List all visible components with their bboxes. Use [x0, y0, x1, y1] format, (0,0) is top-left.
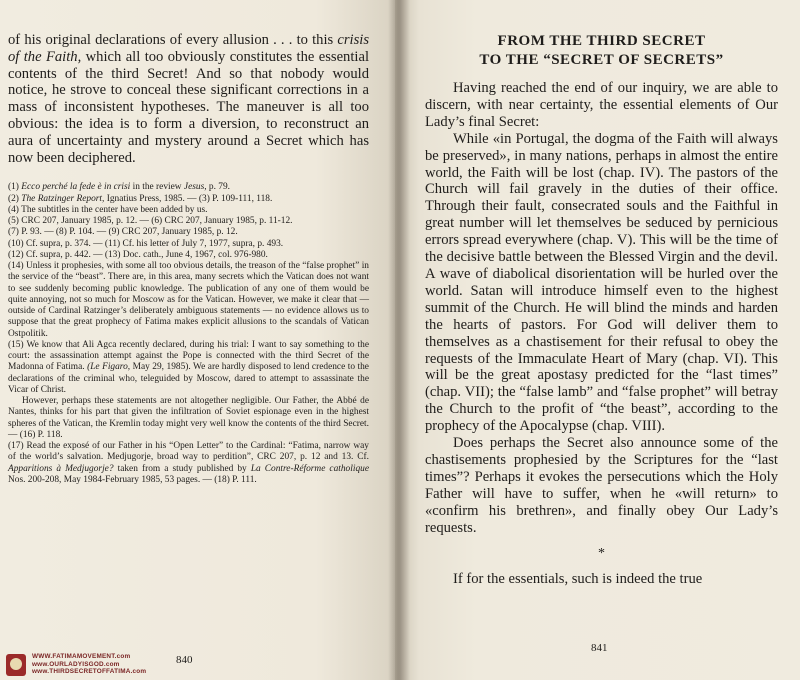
- chapter-title: [425, 32, 778, 70]
- text-run: (14) Unless it prophesies, with some all too obvious details, the treason of the “false prophet” in the service of the “beast”. There are, in this area, many secrets which the Vatican does not want to see suddenly becoming public knowledge. The publication of any one of them would be quite annoying, not so much for Moscow as for the Vatican. However, we make it clear that — outside of Cardinal Ratzinger’s deliberately ambiguous statements — no evidence allows us to suppose that the great prophecy of Fatima makes explicit allusions to the scandals of Vatican Ostpolitik.: [8, 261, 369, 339]
- footnote: [8, 239, 369, 250]
- footnotes: [8, 182, 369, 486]
- watermark: [6, 653, 146, 676]
- seal-logo-icon: [6, 654, 26, 676]
- italic-run: Ecco perché la fede è in crisi: [21, 182, 131, 193]
- left-page: [0, 0, 395, 680]
- paragraph: Does perhaps the Secret also announce some of the chastisements prophesied by the Scriptures for the “last times”? Perhaps it evokes the persecutions which the Holy Father will have to suffer, when he «will return» to «confirm his brethren», and finally obey Our Lady’s requests.: [425, 435, 778, 536]
- right-body-text: [425, 80, 778, 588]
- text-run: However, perhaps these statements are not altogether negligible. Our Father, the Abbé de Nantes, thinks for his part that given the infiltration of Soviet espionage even in the highest spheres of the Vatican, the Kremlin today might very well know the contents of the third Secret. — (16) P. 118.: [8, 396, 369, 440]
- footnote: [8, 396, 369, 441]
- text-run: taken from a study published by: [113, 463, 251, 474]
- text-run: May 29, 1985). We are hardly disposed to lend credence to the declarations of the criminal who, teleguided by Moscow, dared to attempt to assassinate the Vicar of Christ.: [8, 362, 369, 395]
- italic-run: Jesus,: [183, 182, 207, 193]
- footnote: [8, 182, 369, 193]
- text-run: Ignatius Press, 1985. — (3) P. 109-111, 118.: [104, 193, 273, 204]
- text-run: (5) CRC 207, January 1985, p. 12. — (6) CRC 207, January 1985, p. 11-12.: [8, 216, 293, 227]
- footnote: [8, 194, 369, 205]
- text-run: (2): [8, 193, 22, 204]
- watermark-line: www.THIRDSECRETOFFATIMA.com: [32, 668, 147, 676]
- text-run: (4) The subtitles in the center have been added by us.: [8, 204, 208, 215]
- text-run: (12) Cf. supra, p. 442. — (13) Doc. cath., June 4, 1967, col. 976-980.: [8, 249, 268, 260]
- text-run: (15) We know that Ali Agca recently declared, during his trial: I want to say something to the court: the assassination attempt against the Pope is connected with the third Secret of the Madonna of Fatima.: [8, 339, 369, 373]
- text-run: (7) P. 93. — (8) P. 104. — (9) CRC 207, January 1985, p. 12.: [8, 227, 238, 238]
- watermark-line: WWW.FATIMAMOVEMENT.com: [32, 653, 131, 661]
- italic-run: The Ratzinger Report,: [21, 193, 105, 204]
- text-run: p. 79.: [206, 182, 230, 193]
- text-run: Nos. 200-208, May 1984-February 1985, 53 pages. — (18) P. 111.: [8, 474, 257, 485]
- text-run: (1): [8, 182, 22, 193]
- paragraph: Having reached the end of our inquiry, we are able to discern, with near certainty, the essential elements of Our Lady’s final Secret:: [425, 80, 778, 130]
- paragraph: If for the essentials, such is indeed the true: [453, 571, 703, 588]
- italic-run: (Le Figaro,: [87, 362, 131, 373]
- footnote: [8, 227, 369, 238]
- text-run: (10) Cf. supra, p. 374. — (11) Cf. his letter of July 7, 1977, supra, p. 493.: [8, 238, 284, 249]
- footnote: [8, 250, 369, 261]
- footnote: [8, 205, 369, 216]
- section-separator: *: [598, 546, 605, 562]
- italic-run: La Contre-Réforme catholique: [250, 463, 369, 474]
- text-run: of his original declarations of every allusion . . . to this: [8, 32, 338, 48]
- text-run: in the review: [130, 182, 184, 193]
- text-run: which all too obviously constitutes the essential contents of the third Secret! And so that nobody would notice, he strove to conceal these significant corrections in a mass of inconsistent hypotheses. The maneuver is all too obvious: the idea is to form a diversion, to reconstruct an aura of uncertainty and mystery around a Secret which has now been deciphered.: [8, 48, 369, 166]
- footnote: [8, 261, 369, 340]
- footnote: [8, 216, 369, 227]
- watermark-line: www.OURLADYISGOD.com: [32, 660, 120, 668]
- paragraph: While «in Portugal, the dogma of the Faith will always be preserved», in many nations, perhaps in almost the entire world, the Faith will be lost (chap. IV). The pastors of the Church will fail gravely in the duties of their office. Through their fault, consecrated souls and the Faithful in great number will let themselves be seduced by pernicious errors spread everywhere (chap. V). This will be the time of the decisive battle between the Blessed Virgin and the devil. A wave of diabolical disorientation will be hurled over the world. Satan will introduce himself even to the highest summit of the Church. He will blind the minds and harden the hearts of pastors. For God will deliver them to themselves as a chastisement for their refusal to obey the requests of the Immaculate Heart of Mary (chap. VI). This will be the great apostasy predicted for the “last times” (chap. VII); the “false lamb” and “false prophet” will betray the Church to the profit of “the beast”, according to the prophecy of the Apocalypse (chap. VIII).: [425, 130, 778, 435]
- text-run: (17) Read the exposé of our Father in his “Open Letter” to the Cardinal: “Fatima, narrow way of the world’s salvation. Medjugorje, broad way to perdition”, CRC 207, p. 12 and 13. Cf.: [8, 441, 369, 463]
- italic-run: Apparitions à Medjugorje?: [8, 463, 114, 474]
- left-body-text: [8, 32, 369, 166]
- chapter-title-line: FROM THE THIRD SECRET: [497, 33, 706, 49]
- footnote: [8, 441, 369, 486]
- footnote: [8, 340, 369, 396]
- watermark-text: [32, 653, 146, 676]
- right-page: [395, 0, 800, 680]
- italic-run: crisis of the Faith,: [8, 32, 369, 65]
- page-number-left: 840: [176, 654, 193, 666]
- page-number-right: 841: [591, 642, 608, 654]
- chapter-title-line: TO THE “SECRET OF SECRETS”: [479, 52, 724, 68]
